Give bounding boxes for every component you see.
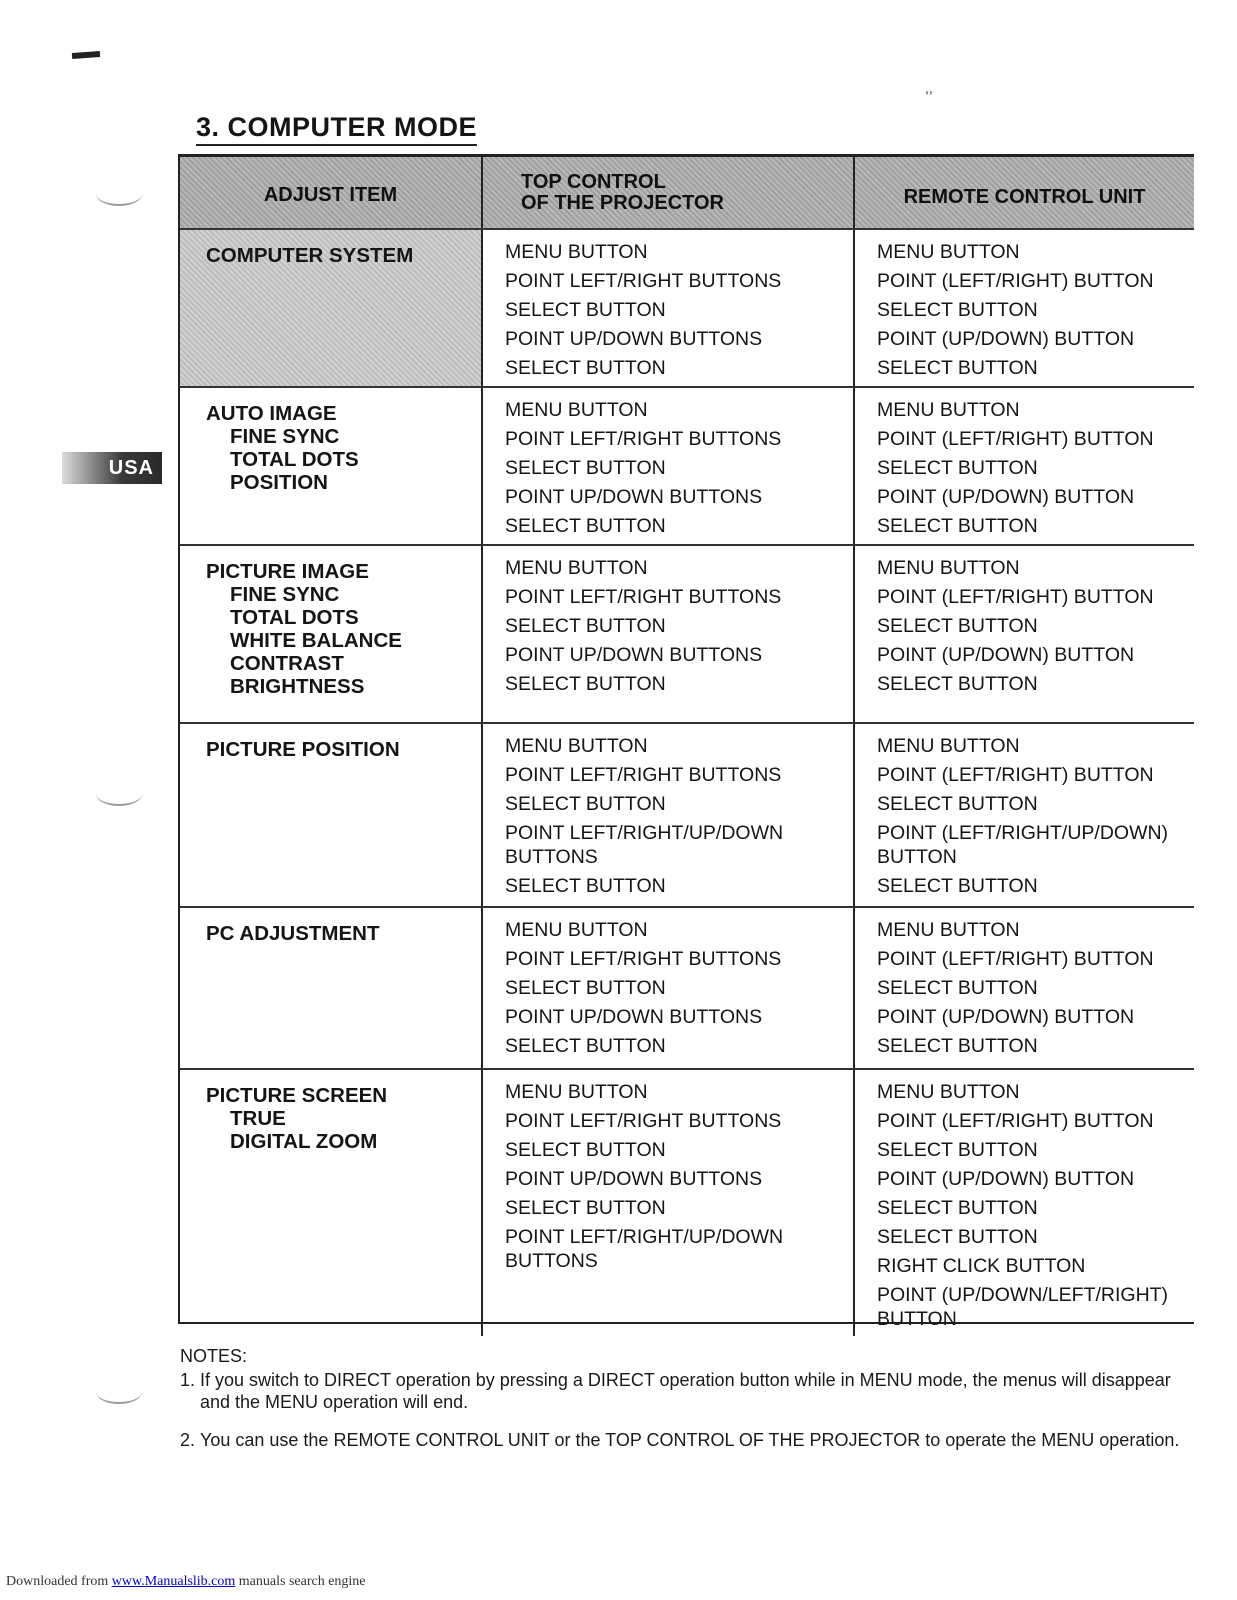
table-row: [180, 723, 1194, 907]
table-row: [180, 387, 1194, 545]
adjust-item-cell: [180, 723, 482, 907]
adjust-item-label: PICTURE IMAGE: [206, 560, 369, 583]
adjust-subitem-label: WHITE BALANCE: [230, 629, 402, 652]
operation-step: SELECT BUTTON: [877, 1226, 1038, 1248]
header-top-control: [482, 157, 854, 229]
adjust-item-label: PC ADJUSTMENT: [206, 922, 380, 945]
operation-step: MENU BUTTON: [505, 735, 648, 757]
table-row: [180, 229, 1194, 387]
operation-step: SELECT BUTTON: [877, 515, 1038, 537]
operation-step: POINT (LEFT/RIGHT) BUTTON: [877, 270, 1154, 292]
operation-step: MENU BUTTON: [877, 241, 1020, 263]
remote-control-steps-cell: [854, 229, 1194, 387]
operation-step: POINT (LEFT/RIGHT) BUTTON: [877, 948, 1154, 970]
operation-step: SELECT BUTTON: [877, 357, 1038, 379]
operation-step: POINT UP/DOWN BUTTONS: [505, 1168, 763, 1190]
adjust-item-label: COMPUTER SYSTEM: [206, 244, 414, 267]
operation-step: SELECT BUTTON: [877, 299, 1038, 321]
operation-step: MENU BUTTON: [505, 919, 648, 941]
adjust-subitem-label: FINE SYNC: [230, 425, 340, 448]
operation-step: SELECT BUTTON: [505, 1139, 666, 1161]
operation-step: SELECT BUTTON: [505, 673, 666, 695]
operation-step: SELECT BUTTON: [877, 615, 1038, 637]
adjust-item-cell: [180, 229, 482, 387]
operation-step: SELECT BUTTON: [877, 1139, 1038, 1161]
adjust-subitem-label: CONTRAST: [230, 652, 344, 675]
top-control-steps-cell: [482, 229, 854, 387]
page-title: 3. COMPUTER MODE: [196, 112, 477, 146]
notes-label: NOTES:: [180, 1346, 248, 1366]
operation-step: MENU BUTTON: [877, 1081, 1020, 1103]
operation-step: POINT LEFT/RIGHT BUTTONS: [505, 428, 782, 450]
table-body: [180, 229, 1194, 1336]
note-number: 2.: [180, 1430, 196, 1450]
top-control-steps-cell: [482, 387, 854, 545]
operation-step: POINT LEFT/RIGHT BUTTONS: [505, 1110, 782, 1132]
scan-tick: ,,: [925, 80, 933, 96]
adjust-item-label: AUTO IMAGE: [206, 402, 337, 425]
operation-step: POINT (UP/DOWN) BUTTON: [877, 644, 1135, 666]
adjust-item-label: PICTURE POSITION: [206, 738, 400, 761]
operation-step: SELECT BUTTON: [877, 1197, 1038, 1219]
operation-step: SELECT BUTTON: [505, 299, 666, 321]
operation-step: POINT UP/DOWN BUTTONS: [505, 486, 763, 508]
top-control-steps-cell: [482, 1069, 854, 1336]
operation-step: SELECT BUTTON: [505, 615, 666, 637]
download-footer: [6, 1574, 366, 1590]
operation-step: MENU BUTTON: [505, 241, 648, 263]
remote-control-steps-cell: [854, 907, 1194, 1069]
adjust-item-cell: [180, 387, 482, 545]
remote-control-steps-cell: [854, 1069, 1194, 1336]
operation-step: POINT UP/DOWN BUTTONS: [505, 1006, 763, 1028]
table-row: [180, 907, 1194, 1069]
scan-mark: [72, 51, 100, 59]
operation-step: SELECT BUTTON: [505, 977, 666, 999]
operation-step: MENU BUTTON: [877, 399, 1020, 421]
header-top-control-line2: OF THE PROJECTOR: [521, 191, 724, 214]
header-adjust-item: ADJUST ITEM: [180, 157, 482, 229]
header-top-control-line1: TOP CONTROL: [521, 170, 666, 193]
punch-hole-mark: [96, 182, 142, 206]
operation-step: MENU BUTTON: [877, 919, 1020, 941]
operation-step: MENU BUTTON: [877, 557, 1020, 579]
adjust-subitem-label: FINE SYNC: [230, 583, 340, 606]
footer-prefix: Downloaded from: [6, 1574, 109, 1589]
table-row: [180, 1069, 1194, 1336]
operation-step: MENU BUTTON: [877, 735, 1020, 757]
remote-control-steps-cell: [854, 723, 1194, 907]
adjust-subitem-label: TOTAL DOTS: [230, 606, 359, 629]
operation-step: MENU BUTTON: [505, 557, 648, 579]
operation-step: SELECT BUTTON: [505, 793, 666, 815]
notes-section: [180, 1345, 1190, 1467]
operation-step: SELECT BUTTON: [877, 1035, 1038, 1057]
punch-hole-mark: [96, 1380, 142, 1404]
operation-step: POINT (LEFT/RIGHT) BUTTON: [877, 764, 1154, 786]
operation-step: POINT (LEFT/RIGHT) BUTTON: [877, 428, 1154, 450]
region-tab: USA: [62, 452, 162, 484]
operation-step: POINT LEFT/RIGHT BUTTONS: [505, 586, 782, 608]
operation-step: POINT LEFT/RIGHT BUTTONS: [505, 948, 782, 970]
operation-step: POINT (UP/DOWN) BUTTON: [877, 328, 1135, 350]
operation-step: SELECT BUTTON: [505, 875, 666, 897]
adjust-subitem-label: POSITION: [230, 471, 328, 494]
operation-step: POINT (UP/DOWN) BUTTON: [877, 1168, 1135, 1190]
note-item: [180, 1429, 1190, 1451]
operation-step: SELECT BUTTON: [505, 1197, 666, 1219]
adjust-item-label: PICTURE SCREEN: [206, 1084, 388, 1107]
operation-step: POINT (LEFT/RIGHT) BUTTON: [877, 586, 1154, 608]
operation-step: SELECT BUTTON: [505, 1035, 666, 1057]
operation-step: POINT (LEFT/RIGHT/UP/DOWN) BUTTON: [877, 822, 1169, 868]
operation-step: POINT LEFT/RIGHT BUTTONS: [505, 270, 782, 292]
manualslib-link[interactable]: www.Manualslib.com: [111, 1574, 236, 1589]
top-control-steps-cell: [482, 907, 854, 1069]
note-number: 1.: [180, 1370, 196, 1390]
operation-step: POINT (UP/DOWN) BUTTON: [877, 486, 1135, 508]
operation-step: MENU BUTTON: [505, 1081, 648, 1103]
remote-control-steps-cell: [854, 545, 1194, 723]
operation-step: SELECT BUTTON: [505, 357, 666, 379]
adjust-item-cell: [180, 1069, 482, 1336]
operation-step: MENU BUTTON: [505, 399, 648, 421]
adjustment-table: [178, 154, 1194, 1330]
note-text: If you switch to DIRECT operation by pressing a DIRECT operation button while in MENU mode, the menus will disappear and the MENU operation will end.: [200, 1370, 1171, 1412]
operation-step: SELECT BUTTON: [505, 515, 666, 537]
adjust-item-cell: [180, 907, 482, 1069]
operation-step: POINT LEFT/RIGHT/UP/DOWN BUTTONS: [505, 822, 784, 868]
top-control-steps-cell: [482, 723, 854, 907]
operation-step: POINT (LEFT/RIGHT) BUTTON: [877, 1110, 1154, 1132]
adjust-subitem-label: TRUE: [230, 1107, 286, 1130]
operation-step: SELECT BUTTON: [877, 793, 1038, 815]
operation-step: RIGHT CLICK BUTTON: [877, 1255, 1086, 1277]
operation-step: POINT LEFT/RIGHT/UP/DOWN BUTTONS: [505, 1226, 784, 1272]
operation-step: SELECT BUTTON: [877, 673, 1038, 695]
operation-step: SELECT BUTTON: [877, 977, 1038, 999]
table-row: [180, 545, 1194, 723]
operation-step: POINT LEFT/RIGHT BUTTONS: [505, 764, 782, 786]
punch-hole-mark: [96, 782, 142, 806]
adjust-subitem-label: DIGITAL ZOOM: [230, 1130, 378, 1153]
operation-step: SELECT BUTTON: [877, 457, 1038, 479]
operation-step: SELECT BUTTON: [505, 457, 666, 479]
top-control-steps-cell: [482, 545, 854, 723]
note-item: [180, 1369, 1190, 1413]
remote-control-steps-cell: [854, 387, 1194, 545]
adjust-item-cell: [180, 545, 482, 723]
footer-suffix: manuals search engine: [238, 1574, 366, 1589]
adjust-subitem-label: TOTAL DOTS: [230, 448, 359, 471]
note-text: You can use the REMOTE CONTROL UNIT or the TOP CONTROL OF THE PROJECTOR to operate the MENU operation.: [200, 1430, 1180, 1450]
operation-step: POINT UP/DOWN BUTTONS: [505, 644, 763, 666]
adjust-subitem-label: BRIGHTNESS: [230, 675, 365, 698]
operation-step: SELECT BUTTON: [877, 875, 1038, 897]
operation-step: POINT (UP/DOWN) BUTTON: [877, 1006, 1135, 1028]
operation-step: POINT (UP/DOWN/LEFT/RIGHT) BUTTON: [877, 1284, 1169, 1330]
header-remote-control: REMOTE CONTROL UNIT: [854, 157, 1194, 229]
table-header-row: [180, 157, 1194, 229]
operation-step: POINT UP/DOWN BUTTONS: [505, 328, 763, 350]
